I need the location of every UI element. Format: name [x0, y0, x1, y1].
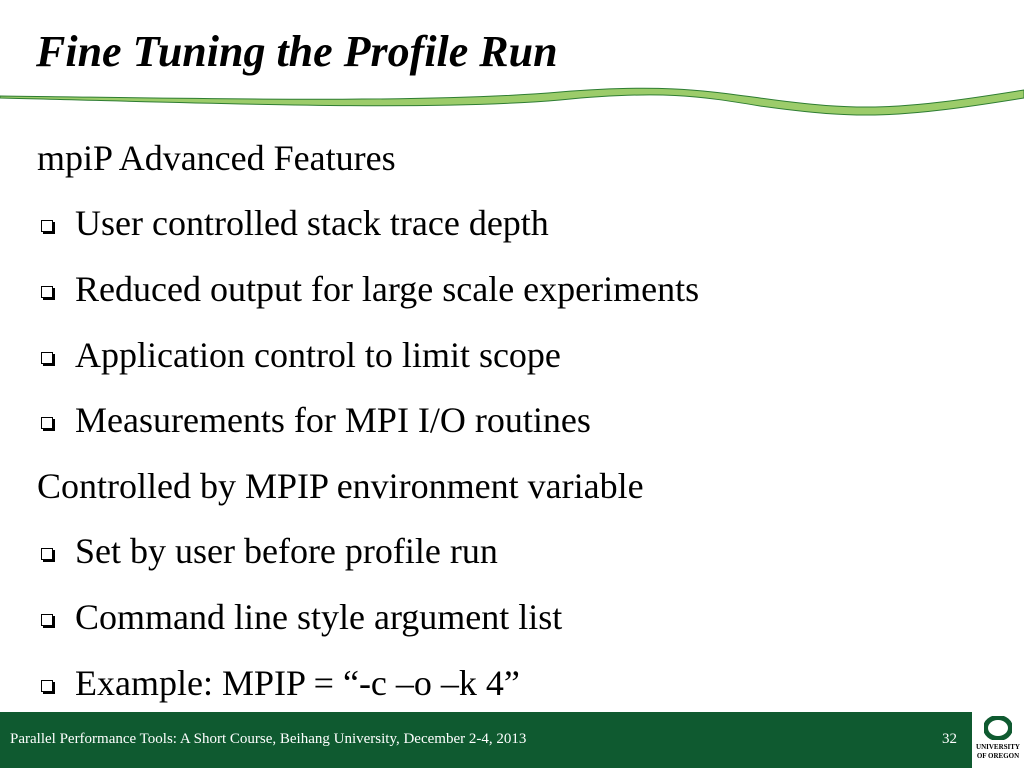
line-text: Reduced output for large scale experiments — [75, 268, 700, 309]
line-text: Command line style argument list — [75, 596, 563, 637]
square-bullet-icon — [41, 548, 53, 560]
footer-text: Parallel Performance Tools: A Short Course, Beihang University, December 2-4, 2013 — [10, 731, 527, 747]
bullet-item — [37, 584, 997, 650]
line-text: User controlled stack trace depth — [75, 203, 549, 244]
square-bullet-icon — [41, 614, 53, 626]
line-text: Set by user before profile run — [75, 531, 498, 572]
line-text: Application control to limit scope — [75, 334, 561, 375]
line-text: mpiP Advanced Features — [37, 137, 396, 178]
bullet-item — [37, 650, 997, 716]
line-text: Example: MPIP = “-c –o –k 4” — [75, 662, 520, 703]
line-text: Controlled by MPIP environment variable — [37, 465, 644, 506]
line-text: Measurements for MPI I/O routines — [75, 400, 591, 441]
title-divider-wave — [0, 84, 1024, 120]
bullet-item — [37, 322, 997, 388]
heading-mpip-env-variable — [37, 453, 997, 519]
square-bullet-icon — [41, 286, 53, 298]
slide-content — [37, 125, 997, 715]
page-number: 32 — [942, 731, 957, 747]
slide-title: Fine Tuning the Profile Run — [36, 27, 558, 76]
square-bullet-icon — [41, 680, 53, 692]
square-bullet-icon — [41, 352, 53, 364]
bullet-item — [37, 256, 997, 322]
bullet-item — [37, 191, 997, 257]
square-bullet-icon — [41, 417, 53, 429]
oregon-o-icon — [984, 716, 1012, 740]
heading-mpip-features — [37, 125, 997, 191]
slide-footer — [0, 712, 1024, 768]
square-bullet-icon — [41, 220, 53, 232]
logo-text: UNIVERSITY OF OREGON — [976, 743, 1020, 760]
bullet-item — [37, 387, 997, 453]
university-of-oregon-logo — [972, 712, 1024, 768]
bullet-item — [37, 519, 997, 585]
